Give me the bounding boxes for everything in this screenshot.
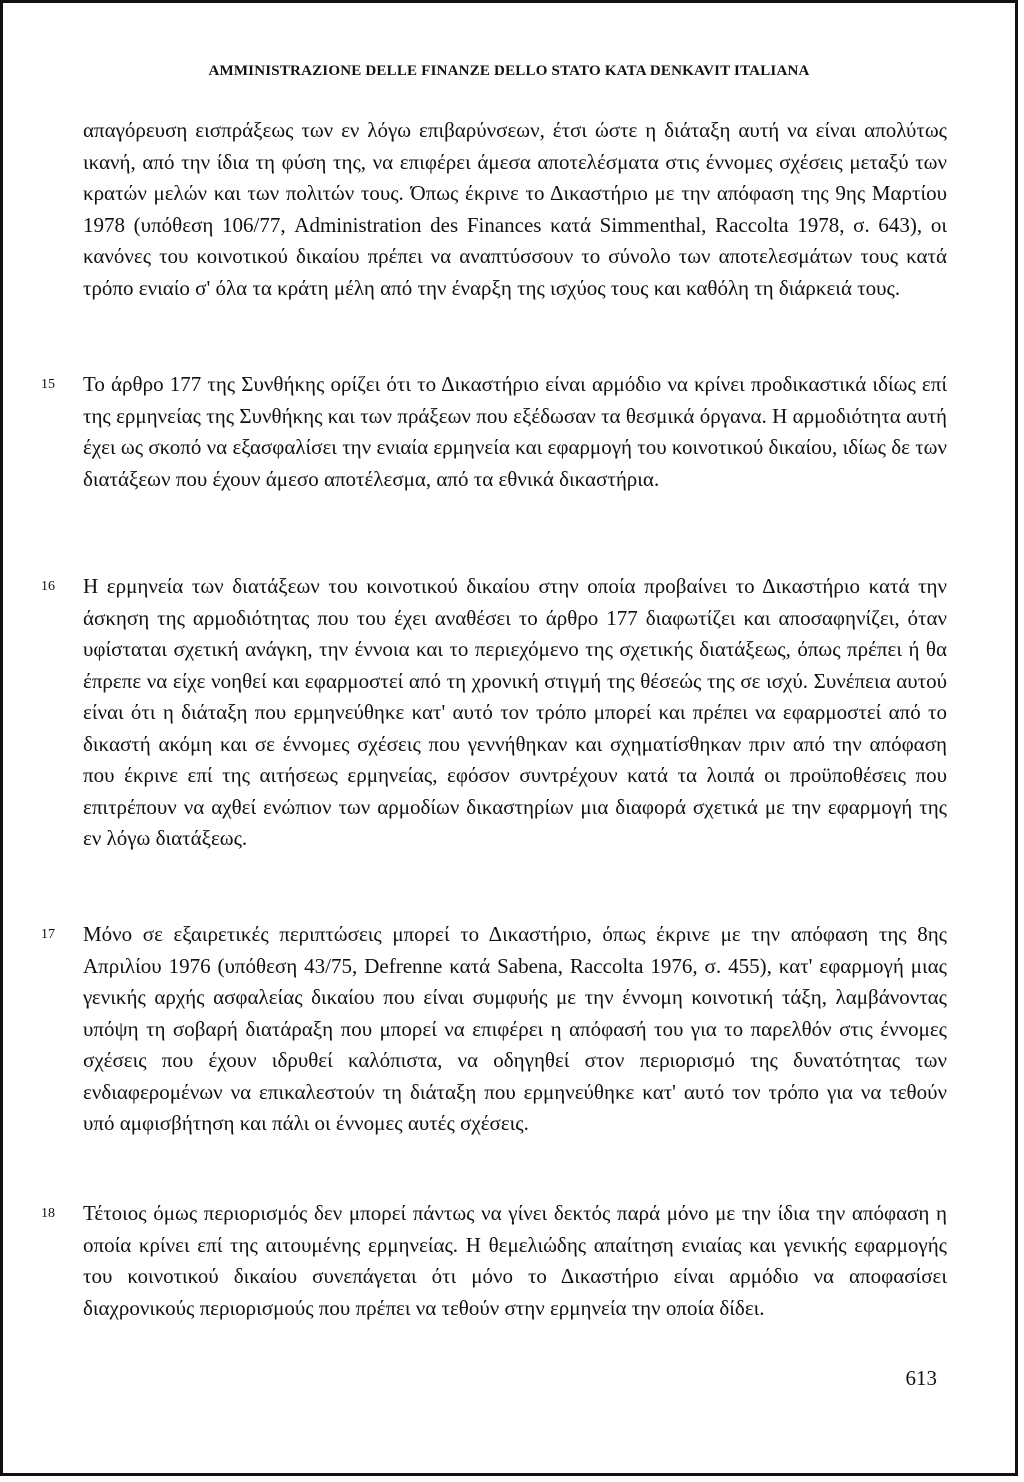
paragraph-number: 18	[41, 1206, 55, 1221]
paragraph-15: Το άρθρο 177 της Συνθήκης ορίζει ότι το Δικαστήριο είναι αρμόδιο να κρίνει προδικαστικά ιδίως επί της ερμηνείας της Συνθήκης και των πράξεων που εξέδωσαν τα θεσμικά όργανα. Η αρμοδιότητα αυτή έχει ως σκοπό να εξασφαλίσει την ενιαία ερμηνεία και εφαρμογή του κοινοτικού δικαίου, ιδίως δε των διατάξεων που έχουν άμεσο αποτέλεσμα, από τα εθνικά δικαστήρια.	[83, 372, 947, 491]
paragraph-number: 17	[41, 927, 55, 942]
paragraph-16: Η ερμηνεία των διατάξεων του κοινοτικού δικαίου στην οποία προβαίνει το Δικαστήριο κατά την άσκηση της αρμοδιότητας που του έχει αναθέσει το άρθρο 177 διαφωτίζει και αποσαφηνίζει, όταν υφίσταται σχετική ανάγκη, την έννοια και το περιεχόμενο της σχετικής διατάξεως, όπως πρέπει ή θα έπρεπε να είχε νοηθεί και εφαρμοστεί από τη χρονική στιγμή της θέσεώς της σε ισχύ. Συνέπεια αυτού είναι ότι η διάταξη που ερμηνεύθηκε κατ' αυτό τον τρόπο μπορεί και πρέπει να εφαρμοστεί από το δικαστή ακόμη και σε έννομες σχέσεις που γεννήθηκαν και σχηματίσθηκαν πριν από την απόφαση που έκρινε επί της αιτήσεως ερμηνείας, εφόσον συντρέχουν κατά τα λοιπά οι προϋποθέσεις που επιτρέπουν να αχθεί ενώπιον των αρμοδίων δικαστηρίων μια διαφορά σχετικά με την εφαρμογή της εν λόγω διατάξεως.	[83, 574, 947, 850]
paragraph-number: 15	[41, 377, 55, 392]
paragraph-18: Τέτοιος όμως περιορισμός δεν μπορεί πάντως να γίνει δεκτός παρά μόνο με την ίδια την απόφαση η οποία κρίνει επί της αιτουμένης ερμηνείας. Η θεμελιώδης απαίτηση ενιαίας και γενικής εφαρμογής του κοινοτικού δικαίου συνεπάγεται ότι μόνο το Δικαστήριο είναι αρμόδιο να αποφασίσει διαχρονικούς περιορισμούς που πρέπει να τεθούν στην ερμηνεία την οποία δίδει.	[83, 1201, 947, 1320]
running-header: AMMINISTRAZIONE DELLE FINANZE DELLO STATO KATA DENKAVIT ITALIANA	[208, 63, 810, 79]
paragraph-number: 16	[41, 579, 55, 594]
paragraph-continuation: απαγόρευση εισπράξεως των εν λόγω επιβαρύνσεων, έτσι ώστε η διάταξη αυτή να είναι απολύτως ικανή, από την ίδια τη φύση της, να επιφέρει άμεσα αποτελέσματα στις έννομες σχέσεις μεταξύ των κρατών μελών και των πολιτών τους. Όπως έκρινε το Δικαστήριο με την απόφαση της 9ης Μαρτίου 1978 (υπόθεση 106/77, Administration des Finances κατά Simmenthal, Raccolta 1978, σ. 643), οι κανόνες του κοινοτικού δικαίου πρέπει να αναπτύσσουν το σύνολο των αποτελεσμάτων τους κατά τρόπο ενιαίο σ' όλα τα κράτη μέλη από την έναρξη της ισχύος τους και καθόλη τη διάρκειά τους.	[83, 118, 947, 300]
paragraph-17: Μόνο σε εξαιρετικές περιπτώσεις μπορεί το Δικαστήριο, όπως έκρινε με την απόφαση της 8ης Απριλίου 1976 (υπόθεση 43/75, Defrenne κατά Sabena, Raccolta 1976, σ. 455), κατ' εφαρμογή μιας γενικής αρχής ασφαλείας δικαίου που είναι συμφυής με την έννομη κοινοτική τάξη, λαμβάνοντας υπόψη τη σοβαρή διατάραξη που μπορεί να επιφέρει η απόφασή του για το παρελθόν στις έννομες σχέσεις που έχουν ιδρυθεί καλόπιστα, να οδηγηθεί στον περιορισμό της δυνατότητας των ενδιαφερομένων να επικαλεστούν τη διάταξη που ερμηνεύθηκε κατ' αυτό τον τρόπο για να τεθούν υπό αμφισβήτηση και πάλι οι έννομες αυτές σχέσεις.	[83, 922, 947, 1135]
page-number: 613	[905, 1366, 937, 1390]
